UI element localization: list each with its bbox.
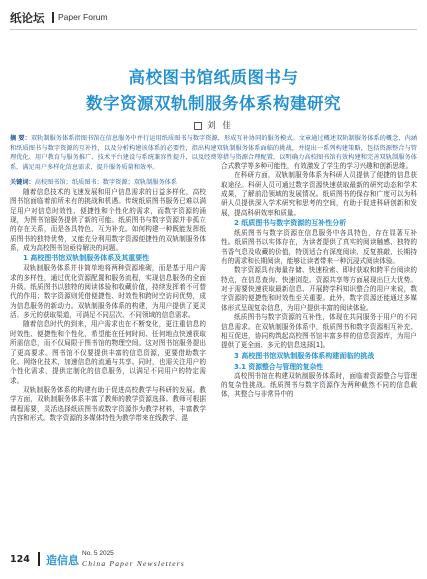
body-column-left: [10, 188, 206, 423]
abstract-label: 摘 要：: [10, 135, 31, 142]
footer-divider: [38, 552, 40, 566]
body-paragraph: 合式教学等多种可能性，有效激发了学生的学习兴趣和创新思维。: [221, 162, 413, 170]
publication-name: China Paper Newsletters: [82, 559, 186, 568]
section-heading-2: 2 纸质图书与数字资源的互补性分析: [234, 219, 347, 228]
author-name: 刘 佳: [207, 121, 233, 131]
page-footer: [10, 548, 417, 572]
header-divider: [52, 12, 54, 23]
section-heading-3: 3 高校图书馆双轨制服务体系构建面临的挑战: [234, 351, 375, 360]
body-paragraph: 数字资源具有海量存储、快速检索、即时获取和跨平台阅读的特点，在信息查询、快速浏览、资源共享等方面展现出巨大优势。对于需要快速获取最新信息、开展跨学科知识整合的用户来说，数字资源的便捷性和时效性至关重要。此外，数字资源还能通过多媒体形式呈现复杂信息，为用户提供丰富的阅读体验。: [221, 266, 417, 312]
body-paragraph: 双轨制服务体系并非简单地将两种资源堆砌，而是基于用户需求的多样性，通过优化资源配置和服务流程，实现信息服务的全面升级。纸质图书以独特的阅读体验和收藏价值，持续发挥着不可替代的作用；数字资源则凭借便捷性、时效性和跨时空访问优势，成为信息服务的新动力。双轨制服务体系的构建，为用户提供了更灵活、多元的获取渠道，可满足不同层次、不同领域的信息需求。: [10, 264, 206, 320]
body-paragraph: 在科研方面，双轨制服务体系为科研人员提供了便捷的信息获取途径。科研人员可通过数字资源快速获取最新的研究动态和学术成果，了解前沿领域的发展情况。纸质图书的保存和广度可以为科研人员提供深入学术研究和思考的空间，有助于促进科研创新和发展，提高科研效率和质量。: [221, 171, 417, 217]
article-title-line1: 高校图书馆纸质图书与: [128, 68, 299, 87]
header-rule: [10, 29, 417, 30]
page-number: 124: [10, 554, 30, 565]
keywords-text: 高校图书馆；纸质图书；数字资源；双轨制服务体系: [34, 179, 178, 186]
subsection-heading-3-1: 3.1 资源整合与管理的复杂性: [234, 362, 324, 371]
body-paragraph: 纸质图书与数字资源的互补性，体现在共同服务于用户的不同信息需求。在双轨制服务体系中，纸质图书和数字资源相互补充、相互促进，协同构筑起高校图书馆丰富多样的信息资源库，为用户提供了更全面、多元的信息选择[1]。: [221, 313, 417, 350]
author-line: [0, 119, 427, 131]
section-name-en: Paper Forum: [58, 11, 108, 22]
abstract-text: 双轨制服务体系指图书馆在信息服务中并行运用纸质图书与数字资源，形成互补协同的服务模式。文章通过概述双轨制服务体系的概念、内涵和纸质图书与数字资源的互补性，以及分析构建该体系的必要性，指出构建双轨制服务体系面临的挑战，并提出一系列构建策略，包括资源整合与管理优化、用户教育与服务推广、技术平台建设与系统兼容性提升，以及经费筹措与资源合理配置，以明确力高校图书馆有效构建和完善双轨制服务体系，满足用户多样化信息需求，提升服务质量和效率。: [10, 135, 418, 171]
body-paragraph: 随着信息技术的飞速发展和用户信息需求的日益多样化，高校图书馆面临着前所未有的挑战和机遇。传统纸质图书服务已难以满足用户对信息时效性、便捷性和个性化的需求，而数字资源的涌现，为图书馆服务提供了新的可能。纸质图书与数字资源并非孤立的存在关系，而是各具特色、互为补充。如何构建一种既能发挥纸质图书的独特优势，又能充分利用数字资源便捷性的双轨制服务体系，成为高校图书馆亟待解决的问题。: [10, 188, 206, 253]
body-paragraph: 高校图书馆在构建双轨制服务体系时，面临着资源整合与管理的复杂性挑战。纸质图书与数字资源作为两种截然不同的信息载体，其整合与非常异中的: [221, 371, 417, 399]
section-name: 纸论坛: [10, 11, 45, 25]
body-paragraph: 双轨制服务体系的构建有助于促进高校教学与科研的发展。教学方面，双轨制服务体系丰富了教师的教学资源选择。教师可根据课程需要，灵活选择纸质图书或数字资源作为教学材料，丰富教学内容和形式。数字资源的多媒体特性为教学带来在线教学、混: [10, 385, 206, 422]
journal-logo: 造信息: [46, 554, 79, 567]
article-title-line2: 数字资源双轨制服务体系构建研究: [86, 94, 341, 113]
keywords-label: 关键词：: [10, 179, 35, 186]
page-header: [10, 10, 417, 30]
body-column-right: [221, 162, 417, 400]
author-marker-icon: [194, 122, 202, 130]
body-paragraph: 随着信息时代的到来，用户需求也在不断变化，更注重信息的时效性、便捷性和个性化，希望能在任何时间、任何地点快速获取所需信息，而不仅局限于图书馆的物理空间。这对图书馆服务提出了更高要求。图书馆不仅要提供丰富的信息资源，更要借助数字化、网络化技术，加速信息的流通与共享。同时，也需关注用户的个性化需求，提供定制化的信息服务，以满足不同用户的特定需求。: [10, 320, 206, 385]
issue-number: No. 5 2025: [82, 550, 114, 557]
body-paragraph: 纸质图书与数字资源在信息服务中各具特色，存在显著互补性。纸质图书以实体存在，为读者提供了真实的阅读触感、独特的书香气息及收藏的价值，特别适合有深度阅读、反复推敲、长期持有的需求和长期阅读，能够让读者带来一种沉浸式阅读体验。: [221, 229, 417, 266]
section-heading-1: 1 高校图书馆双轨制服务体系及其重要性: [23, 254, 150, 263]
